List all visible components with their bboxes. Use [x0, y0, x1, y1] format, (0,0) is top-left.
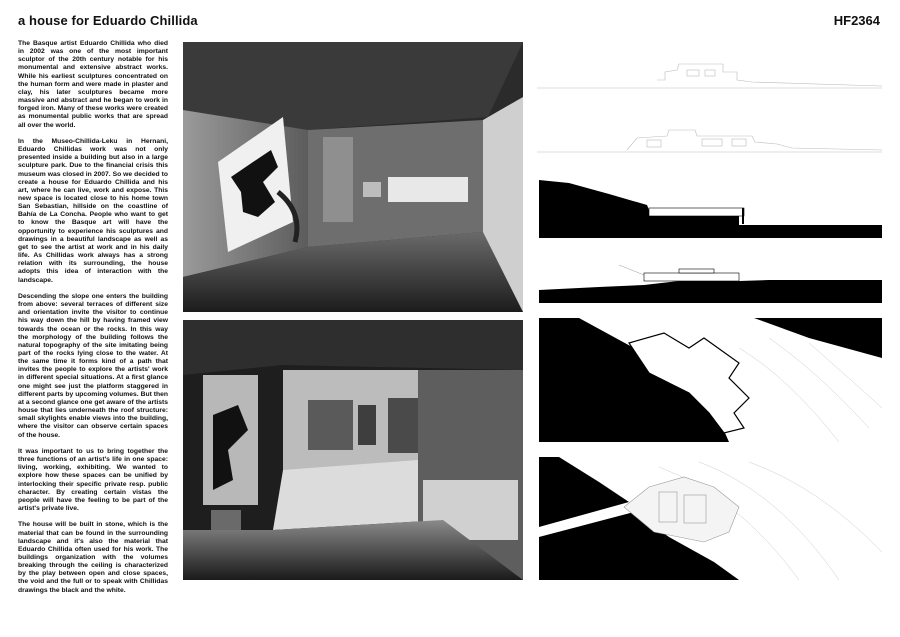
paragraph-2: In the Museo-Chillida-Leku in Hernani, Eduardo Chillidas work was not only presented inside a building but also in a large sculpture park. Due to the financial crisis this museum was closed in 2007. So we decided to create a house for Eduardo Chillida and his art, where he can live, work and expose. This new space is located close to his home town San Sebastian, hillside on the coastline of Bahía de La Concha. People who want to get to know the Basque art will have the opportunity to experience his sculptures and drawings in a beautiful landscape as well as get to see the artist at work and in his daily life. As Chillidas work always has a strong relation with its surrounding, the house adopts this idea of interaction with the landscape. — [18, 137, 168, 284]
render-gallery-image — [183, 42, 523, 312]
site-plan-1 — [539, 318, 882, 442]
render-studio-image — [183, 320, 523, 580]
plan-2-shape — [539, 457, 882, 580]
paragraph-3: Descending the slope one enters the building from above: several terraces of different size and orientation invite the visitor to continue his way down the hill by having framed view towards the ocean or the rocks. In this way the morphology of the building follows the natural topography of the site imitating being part of the rocks lying close to the water. At the same time it forms kind of a path that invites the people to explore the artists' work in different special situations. At a first glance one might see just the platform staggered in different parts by upcoming volumes. But then at a second glance one get aware of the artists house that lies underneath the roof structure: small skylights enable views into the building, where the visitor can observe certain spaces of the house. — [18, 292, 168, 439]
section-drawing-2 — [539, 255, 882, 303]
interior-render-gallery — [183, 42, 523, 312]
elevation-drawing-1 — [537, 42, 882, 97]
description-text — [18, 40, 168, 594]
plan-1-shape — [539, 318, 882, 442]
sofa — [388, 177, 468, 202]
section-2-shape — [539, 255, 882, 303]
elevation-1-lines — [537, 42, 882, 97]
site-plan-2 — [539, 457, 882, 580]
section-drawing-1 — [539, 180, 882, 238]
project-code: HF2364 — [833, 13, 880, 28]
elevation-2-lines — [537, 110, 882, 160]
interior-render-studio — [183, 320, 523, 580]
board-title: a house for Eduardo Chillida — [18, 13, 198, 28]
paragraph-1: The Basque artist Eduardo Chillida who died in 2002 was one of the most important sculptor of the 20th century notable for his monumental and extensive abstract works. While his earliest sculptures concentrated on the human form and were made in plaster and clay, his later sculptures became more massive and abstract and he began to work in forged iron. Many of these works were created as monumental public works that are spread all over the world. — [18, 40, 168, 129]
section-1-shape — [539, 180, 882, 238]
paragraph-4: It was important to us to bring together the three functions of an artist's life in one space: living, working, exhibiting. We wanted to explore how these spaces can be unified by interlocking their specific private resp. public character. By creating certain vistas the people will have the feeling to be part of the artist's private live. — [18, 447, 168, 512]
elevation-drawing-2 — [537, 110, 882, 160]
paragraph-5: The house will be built in stone, which is the material that can be found in the surrounding landscape and it's also the material that Eduardo Chillida often used for his work. The buildings organization with the volumes breaking through the ceiling is characterized by the play between open and close spaces, the void and the full or to speak with Chillidas drawings the black and the white. — [18, 521, 168, 594]
